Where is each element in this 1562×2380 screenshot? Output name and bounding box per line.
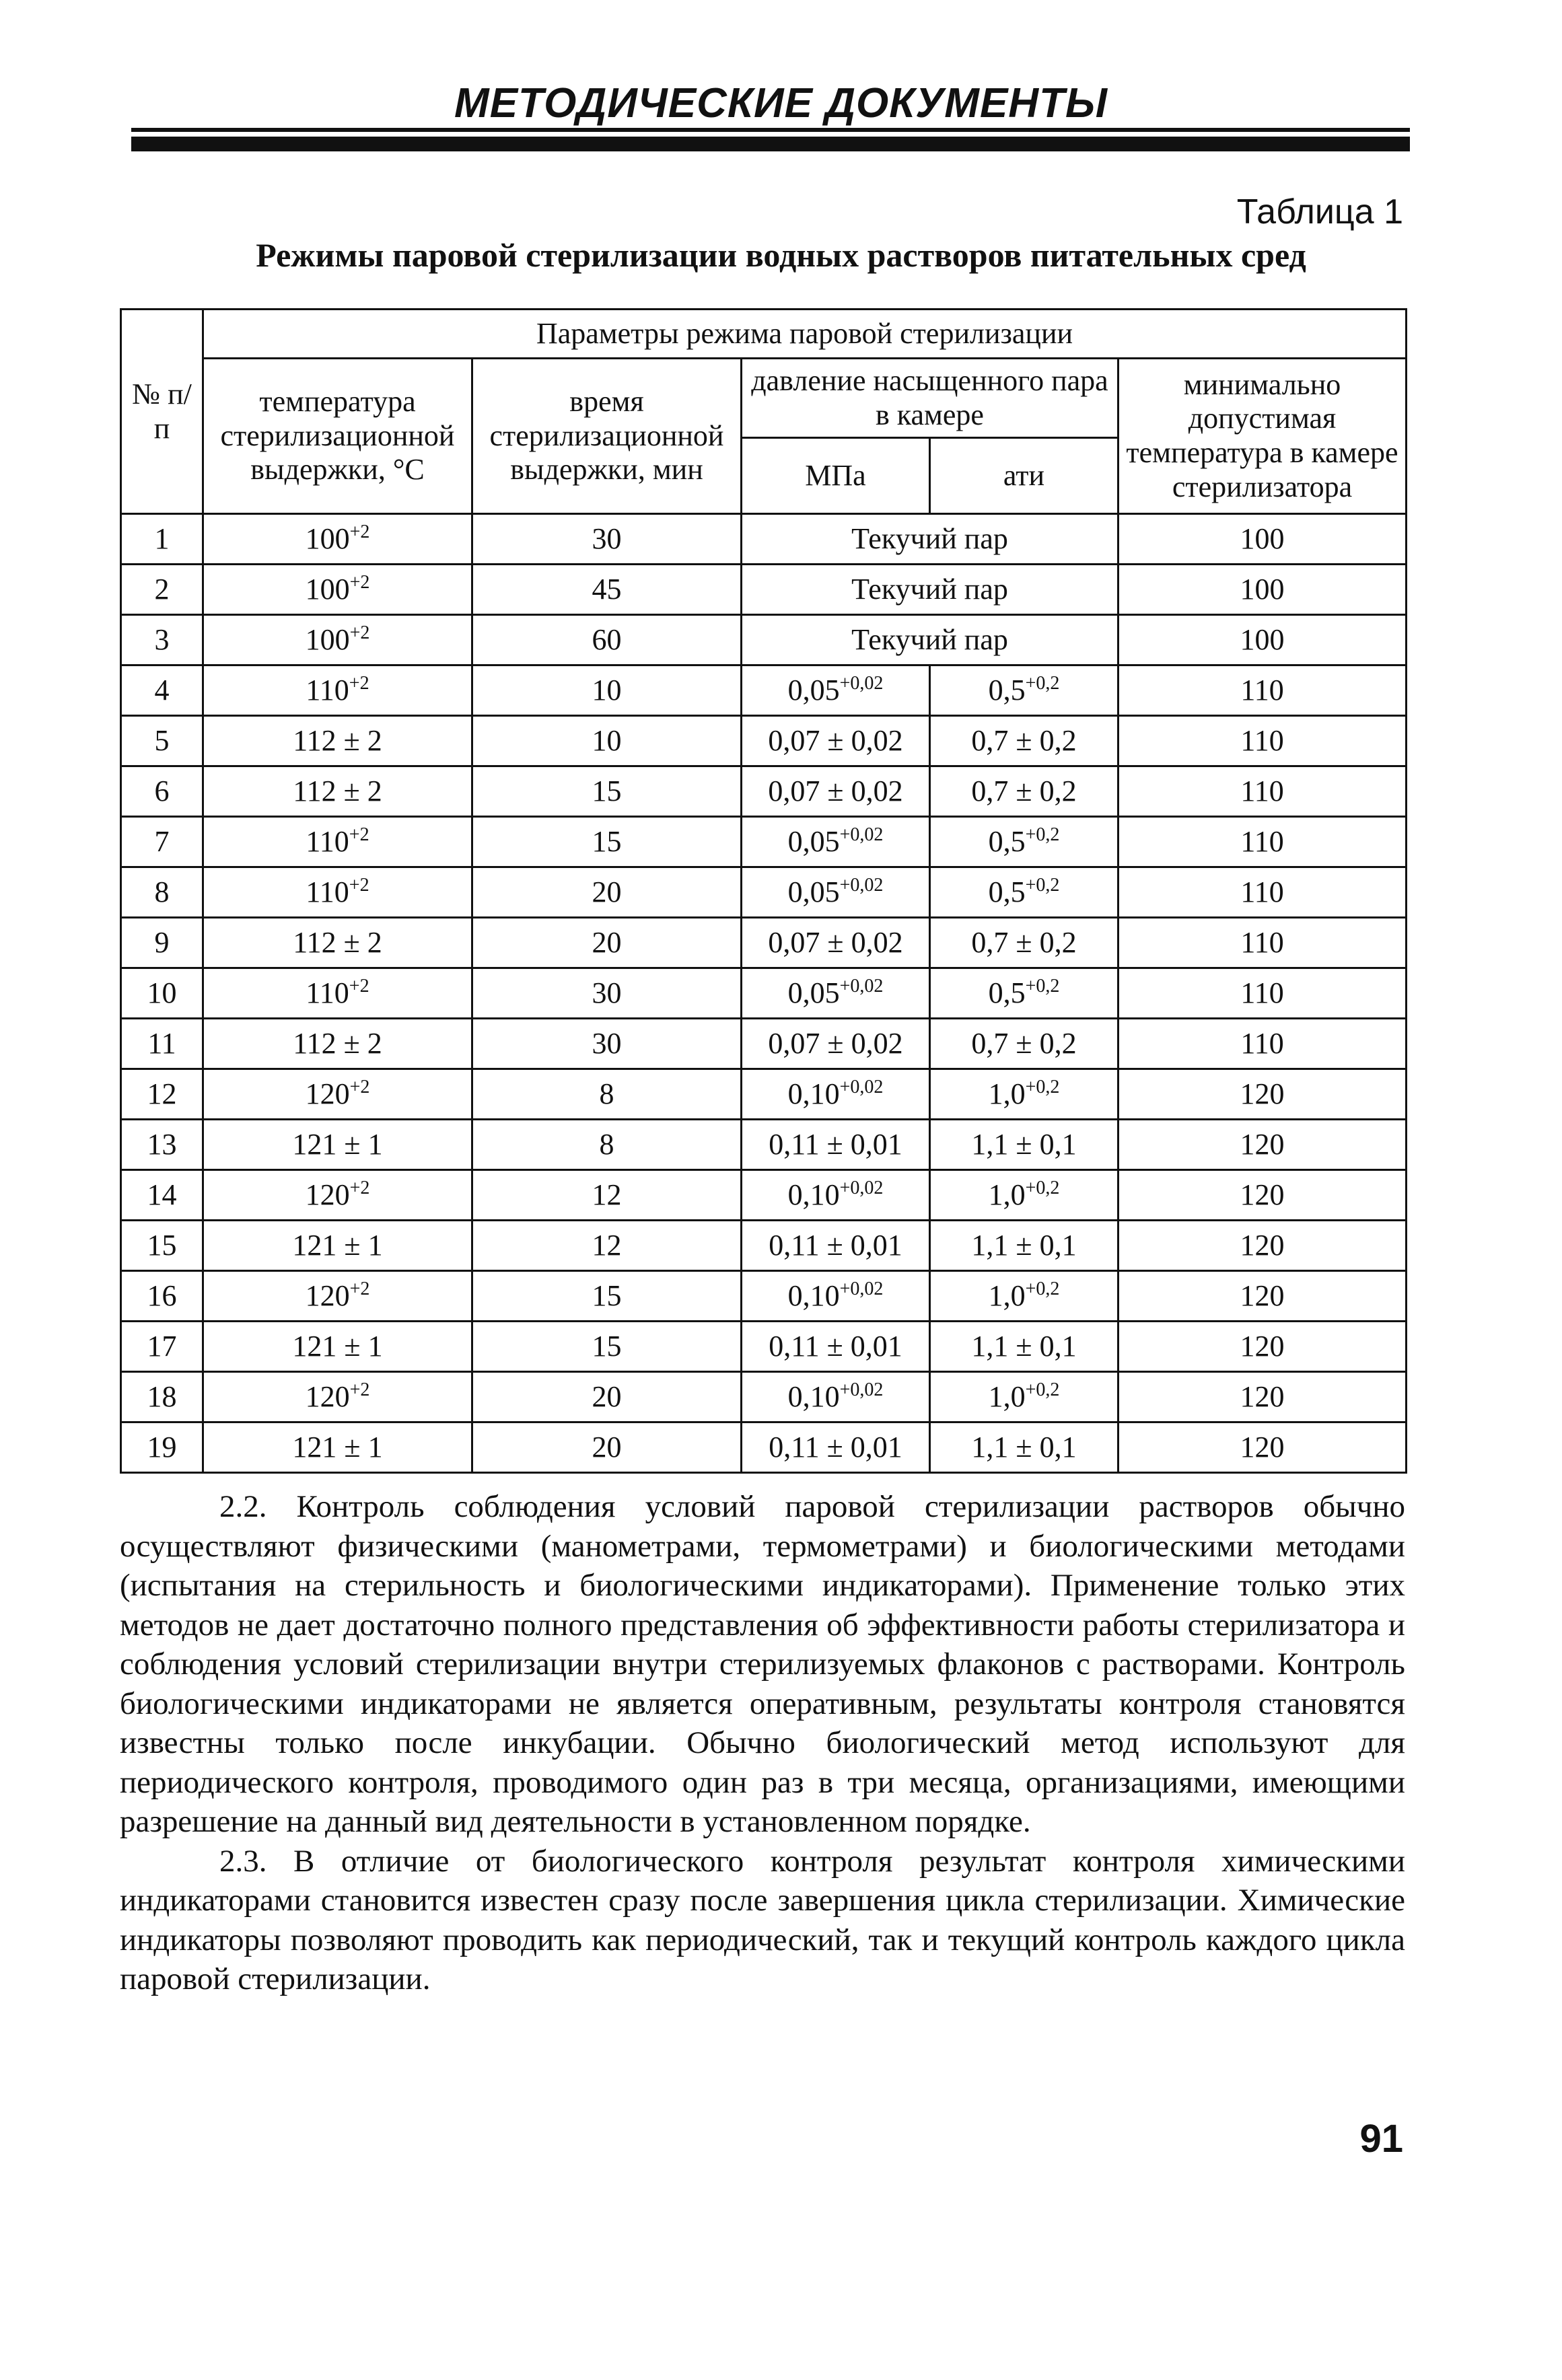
cell-num: [121, 1271, 203, 1322]
cell-temperature: [203, 1170, 472, 1221]
cell-time-value: 30: [592, 976, 622, 1009]
cell-time: [472, 1170, 742, 1221]
cell-temperature-value: 110: [306, 976, 349, 1009]
cell-ati: [930, 1221, 1119, 1271]
cell-ati-value: 1,0: [988, 1278, 1026, 1312]
cell-temperature-value: 120: [305, 1379, 350, 1413]
cell-temperature-value: 121 ± 1: [292, 1329, 383, 1363]
cell-time: [472, 867, 742, 918]
table-row: [121, 1069, 1407, 1120]
cell-temperature-value: 112 ± 2: [293, 925, 382, 959]
cell-mpa-value: 0,10: [787, 1178, 840, 1211]
cell-mpa: [742, 1120, 930, 1170]
cell-min-temp-value: 110: [1240, 723, 1284, 757]
cell-min-temp: [1119, 1271, 1407, 1322]
cell-time-value: 20: [592, 1379, 622, 1413]
cell-temperature-tolerance: +2: [349, 672, 369, 694]
cell-num-value: 3: [154, 622, 170, 656]
cell-mpa-tolerance: +0,02: [839, 874, 884, 896]
cell-min-temp: [1119, 716, 1407, 766]
cell-mpa: [742, 716, 930, 766]
cell-ati-value: 0,5: [988, 673, 1026, 707]
cell-min-temp: [1119, 1170, 1407, 1221]
cell-min-temp-value: 120: [1240, 1329, 1285, 1363]
cell-ati: [930, 766, 1119, 817]
cell-min-temp-value: 110: [1240, 976, 1284, 1009]
cell-temperature-tolerance: +2: [349, 521, 370, 542]
cell-temperature-tolerance: +2: [349, 975, 369, 997]
paragraph-2-2: 2.2. Контроль соблюдения условий паровой стерилизации растворов обычно осуществляют физическими (манометрами, термометрами) и биологическими методами (испытания на стерильность и биологическими индикаторами). Применение только этих методов не дает достаточно полного представления об эффективности работы стерилизатора и соблюдения условий стерилизации внутри стерилизуемых флаконов с растворами. Контроль биологическими индикаторами не является оперативным, результаты контроля становятся известны только после инкубации. Обычно биологический метод используют для периодического контроля, проводимого один раз в три месяца, организациями, имеющими разрешение на данный вид деятельности в установленном порядке.: [120, 1489, 1405, 1839]
cell-min-temp: [1119, 665, 1407, 716]
cell-ati-tolerance: +0,2: [1025, 874, 1060, 896]
cell-temperature-tolerance: +2: [349, 1076, 370, 1097]
cell-time-value: 30: [592, 521, 622, 555]
cell-time: [472, 1322, 742, 1372]
table-row: [121, 1271, 1407, 1322]
cell-min-temp-value: 120: [1240, 1228, 1285, 1262]
cell-temperature-tolerance: +2: [349, 824, 369, 845]
cell-min-temp-value: 110: [1240, 774, 1284, 807]
cell-time-value: 20: [592, 1430, 622, 1464]
cell-num-value: 6: [154, 774, 170, 807]
cell-min-temp: [1119, 1372, 1407, 1422]
cell-ati-value: 0,7 ± 0,2: [971, 774, 1077, 807]
cell-time-value: 20: [592, 925, 622, 959]
cell-ati-value: 1,1 ± 0,1: [971, 1329, 1077, 1363]
cell-num: [121, 1422, 203, 1473]
cell-time-value: 15: [592, 774, 622, 807]
cell-time: [472, 1120, 742, 1170]
cell-min-temp-value: 110: [1240, 1026, 1284, 1060]
cell-min-temp-value: 100: [1240, 622, 1285, 656]
cell-min-temp: [1119, 565, 1407, 615]
cell-num-value: 9: [154, 925, 170, 959]
cell-mpa-value: 0,05: [787, 824, 840, 858]
cell-mpa-value: 0,11 ± 0,01: [769, 1127, 902, 1161]
cell-num: [121, 918, 203, 968]
cell-temperature-value: 110: [306, 875, 349, 908]
cell-min-temp: [1119, 1019, 1407, 1069]
body-text: [120, 1487, 1405, 1999]
cell-num-value: 18: [147, 1379, 177, 1413]
cell-min-temp: [1119, 1120, 1407, 1170]
cell-time: [472, 514, 742, 565]
cell-mpa-tolerance: +0,02: [839, 1177, 884, 1198]
cell-num-value: 11: [147, 1026, 176, 1060]
table-row: [121, 766, 1407, 817]
cell-steam-value: Текучий пар: [851, 622, 1008, 656]
cell-time-value: 45: [592, 572, 622, 606]
cell-mpa: [742, 766, 930, 817]
cell-temperature: [203, 1372, 472, 1422]
cell-time-value: 60: [592, 622, 622, 656]
cell-mpa-tolerance: +0,02: [839, 1076, 884, 1097]
cell-num: [121, 867, 203, 918]
table-row: [121, 615, 1407, 665]
cell-num: [121, 1170, 203, 1221]
cell-num: [121, 565, 203, 615]
cell-temperature-tolerance: +2: [349, 622, 370, 643]
cell-temperature: [203, 1322, 472, 1372]
cell-ati: [930, 1019, 1119, 1069]
cell-mpa-value: 0,10: [787, 1379, 840, 1413]
cell-time: [472, 968, 742, 1019]
cell-ati-value: 1,0: [988, 1077, 1026, 1110]
header-pressure: давление насыщенного пара в камере: [742, 359, 1119, 438]
cell-ati-tolerance: +0,2: [1025, 672, 1060, 694]
cell-min-temp-value: 120: [1240, 1379, 1285, 1413]
cell-mpa: [742, 1170, 930, 1221]
cell-temperature-value: 120: [305, 1278, 350, 1312]
cell-mpa-value: 0,07 ± 0,02: [768, 925, 903, 959]
cell-mpa-tolerance: +0,02: [839, 1278, 884, 1299]
cell-temperature-tolerance: +2: [349, 874, 369, 896]
cell-mpa: [742, 867, 930, 918]
cell-ati-value: 0,7 ± 0,2: [971, 1026, 1077, 1060]
header-num: № п/п: [121, 310, 203, 514]
cell-temperature-value: 120: [305, 1077, 350, 1110]
cell-mpa: [742, 1271, 930, 1322]
header-rule-thick: [131, 137, 1410, 151]
table-row: [121, 1170, 1407, 1221]
paragraph-2-3: 2.3. В отличие от биологического контроля результат контроля химическими индикаторами становится известен сразу после завершения цикла стерилизации. Химические индикаторы позволяют проводить как периодический, так и текущий контроль каждого цикла паровой стерилизации.: [120, 1843, 1405, 1996]
cell-steam: [742, 615, 1119, 665]
cell-mpa: [742, 1019, 930, 1069]
cell-ati-value: 1,1 ± 0,1: [971, 1127, 1077, 1161]
cell-num-value: 17: [147, 1329, 177, 1363]
header-min-temp: минимально допустимая температура в камере стерилизатора: [1119, 359, 1407, 514]
cell-min-temp: [1119, 1221, 1407, 1271]
cell-min-temp-value: 120: [1240, 1127, 1285, 1161]
cell-min-temp: [1119, 1322, 1407, 1372]
cell-ati-value: 0,5: [988, 824, 1026, 858]
cell-num: [121, 716, 203, 766]
cell-time: [472, 1069, 742, 1120]
cell-ati-value: 0,7 ± 0,2: [971, 925, 1077, 959]
cell-temperature: [203, 817, 472, 867]
cell-mpa-value: 0,05: [787, 875, 840, 908]
cell-ati: [930, 716, 1119, 766]
cell-temperature-value: 121 ± 1: [292, 1228, 383, 1262]
cell-time: [472, 817, 742, 867]
cell-time: [472, 665, 742, 716]
cell-min-temp-value: 120: [1240, 1430, 1285, 1464]
cell-temperature: [203, 716, 472, 766]
cell-min-temp: [1119, 817, 1407, 867]
header-group: Параметры режима паровой стерилизации: [203, 310, 1407, 359]
cell-ati-value: 0,7 ± 0,2: [971, 723, 1077, 757]
cell-time: [472, 1019, 742, 1069]
cell-ati: [930, 918, 1119, 968]
cell-temperature: [203, 514, 472, 565]
cell-time-value: 15: [592, 824, 622, 858]
cell-num: [121, 1069, 203, 1120]
cell-mpa-value: 0,10: [787, 1077, 840, 1110]
cell-num: [121, 1372, 203, 1422]
cell-temperature: [203, 968, 472, 1019]
cell-ati: [930, 1322, 1119, 1372]
cell-num: [121, 968, 203, 1019]
cell-num-value: 14: [147, 1178, 177, 1211]
cell-temperature: [203, 766, 472, 817]
cell-mpa-value: 0,07 ± 0,02: [768, 774, 903, 807]
cell-ati-tolerance: +0,2: [1025, 1379, 1060, 1400]
cell-mpa-value: 0,05: [787, 673, 840, 707]
cell-temperature-value: 110: [306, 673, 349, 707]
cell-ati: [930, 1422, 1119, 1473]
cell-mpa: [742, 817, 930, 867]
cell-ati: [930, 1372, 1119, 1422]
header-ati: ати: [930, 438, 1119, 514]
cell-min-temp-value: 120: [1240, 1278, 1285, 1312]
cell-time-value: 10: [592, 723, 622, 757]
cell-temperature: [203, 1069, 472, 1120]
cell-ati-tolerance: +0,2: [1025, 1076, 1060, 1097]
cell-ati-value: 1,1 ± 0,1: [971, 1228, 1077, 1262]
cell-time-value: 20: [592, 875, 622, 908]
cell-mpa-tolerance: +0,02: [839, 672, 884, 694]
cell-time: [472, 716, 742, 766]
cell-mpa-value: 0,11 ± 0,01: [769, 1329, 902, 1363]
cell-num: [121, 1221, 203, 1271]
cell-time: [472, 1422, 742, 1473]
cell-num: [121, 665, 203, 716]
cell-mpa: [742, 1069, 930, 1120]
cell-temperature-tolerance: +2: [349, 571, 370, 593]
cell-time-value: 12: [592, 1178, 622, 1211]
table-row: [121, 968, 1407, 1019]
cell-ati: [930, 1069, 1119, 1120]
cell-min-temp: [1119, 968, 1407, 1019]
cell-temperature-value: 100: [305, 622, 350, 656]
cell-num: [121, 615, 203, 665]
cell-ati-value: 1,1 ± 0,1: [971, 1430, 1077, 1464]
cell-steam: [742, 565, 1119, 615]
cell-num-value: 7: [154, 824, 170, 858]
cell-ati: [930, 1170, 1119, 1221]
cell-num-value: 15: [147, 1228, 177, 1262]
cell-num-value: 4: [154, 673, 170, 707]
cell-temperature-value: 112 ± 2: [293, 774, 382, 807]
cell-mpa-value: 0,11 ± 0,01: [769, 1228, 902, 1262]
cell-ati-value: 1,0: [988, 1178, 1026, 1211]
cell-num-value: 5: [154, 723, 170, 757]
table-row: [121, 565, 1407, 615]
cell-time: [472, 1271, 742, 1322]
cell-mpa: [742, 1372, 930, 1422]
cell-temperature-value: 112 ± 2: [293, 1026, 382, 1060]
cell-ati-value: 1,0: [988, 1379, 1026, 1413]
cell-steam: [742, 514, 1119, 565]
table-row: [121, 665, 1407, 716]
cell-min-temp-value: 110: [1240, 824, 1284, 858]
table-row: [121, 867, 1407, 918]
cell-temperature-value: 100: [305, 572, 350, 606]
cell-temperature: [203, 1120, 472, 1170]
cell-min-temp-value: 110: [1240, 673, 1284, 707]
cell-ati: [930, 665, 1119, 716]
header-mpa: МПа: [742, 438, 930, 514]
table-row: [121, 716, 1407, 766]
cell-num: [121, 1120, 203, 1170]
cell-steam-value: Текучий пар: [851, 521, 1008, 555]
header-rule-thin: [131, 128, 1410, 132]
table-row: [121, 514, 1407, 565]
cell-num-value: 12: [147, 1077, 177, 1110]
cell-temperature-value: 121 ± 1: [292, 1127, 383, 1161]
cell-time: [472, 615, 742, 665]
cell-ati: [930, 817, 1119, 867]
cell-min-temp-value: 100: [1240, 521, 1285, 555]
table-row: [121, 1019, 1407, 1069]
cell-min-temp: [1119, 766, 1407, 817]
cell-num: [121, 766, 203, 817]
cell-time: [472, 766, 742, 817]
cell-num: [121, 1322, 203, 1372]
table-row: [121, 817, 1407, 867]
page-number: 91: [1359, 2117, 1403, 2161]
cell-num-value: 10: [147, 976, 177, 1009]
cell-min-temp: [1119, 918, 1407, 968]
cell-num-value: 1: [154, 521, 170, 555]
cell-ati-tolerance: +0,2: [1025, 975, 1060, 997]
cell-mpa: [742, 1422, 930, 1473]
cell-temperature-value: 110: [306, 824, 349, 858]
cell-mpa-value: 0,10: [787, 1278, 840, 1312]
cell-temperature: [203, 615, 472, 665]
table-row: [121, 1221, 1407, 1271]
cell-temperature: [203, 1019, 472, 1069]
table-row: [121, 1120, 1407, 1170]
cell-mpa: [742, 1221, 930, 1271]
cell-ati: [930, 1271, 1119, 1322]
cell-time-value: 15: [592, 1329, 622, 1363]
cell-ati: [930, 1120, 1119, 1170]
cell-time-value: 15: [592, 1278, 622, 1312]
cell-time: [472, 1372, 742, 1422]
cell-time-value: 30: [592, 1026, 622, 1060]
cell-ati-tolerance: +0,2: [1025, 824, 1060, 845]
cell-min-temp: [1119, 514, 1407, 565]
cell-temperature-value: 121 ± 1: [292, 1430, 383, 1464]
cell-time-value: 8: [599, 1127, 614, 1161]
cell-ati-value: 0,5: [988, 875, 1026, 908]
cell-min-temp-value: 100: [1240, 572, 1285, 606]
cell-time: [472, 1221, 742, 1271]
cell-mpa-tolerance: +0,02: [839, 975, 884, 997]
cell-temperature-tolerance: +2: [349, 1278, 370, 1299]
cell-time: [472, 565, 742, 615]
cell-num-value: 2: [154, 572, 170, 606]
cell-num-value: 19: [147, 1430, 177, 1464]
cell-ati: [930, 968, 1119, 1019]
table-title: Режимы паровой стерилизации водных растворов питательных сред: [256, 236, 1306, 274]
cell-temperature: [203, 1221, 472, 1271]
table-row: [121, 1372, 1407, 1422]
table-row: [121, 918, 1407, 968]
cell-num: [121, 514, 203, 565]
table-number: Таблица 1: [1236, 192, 1403, 231]
cell-temperature-value: 120: [305, 1178, 350, 1211]
running-head: МЕТОДИЧЕСКИЕ ДОКУМЕНТЫ: [454, 80, 1108, 127]
cell-temperature-value: 112 ± 2: [293, 723, 382, 757]
cell-temperature: [203, 918, 472, 968]
cell-temperature: [203, 565, 472, 615]
table-row: [121, 1422, 1407, 1473]
sterilization-table: [120, 308, 1407, 1474]
cell-temperature: [203, 867, 472, 918]
cell-temperature-tolerance: +2: [349, 1379, 370, 1400]
cell-mpa-tolerance: +0,02: [839, 824, 884, 845]
cell-min-temp-value: 110: [1240, 925, 1284, 959]
cell-num-value: 13: [147, 1127, 177, 1161]
cell-mpa-value: 0,11 ± 0,01: [769, 1430, 902, 1464]
cell-min-temp-value: 120: [1240, 1077, 1285, 1110]
cell-num: [121, 1019, 203, 1069]
cell-ati-value: 0,5: [988, 976, 1026, 1009]
cell-min-temp-value: 120: [1240, 1178, 1285, 1211]
cell-mpa-tolerance: +0,02: [839, 1379, 884, 1400]
header-time: время стерилизационной выдержки, мин: [472, 359, 742, 514]
cell-time: [472, 918, 742, 968]
cell-time-value: 8: [599, 1077, 614, 1110]
cell-num: [121, 817, 203, 867]
cell-mpa-value: 0,07 ± 0,02: [768, 723, 903, 757]
cell-min-temp: [1119, 867, 1407, 918]
cell-mpa: [742, 918, 930, 968]
cell-num-value: 8: [154, 875, 170, 908]
cell-temperature: [203, 1271, 472, 1322]
cell-temperature: [203, 1422, 472, 1473]
cell-min-temp: [1119, 615, 1407, 665]
cell-temperature: [203, 665, 472, 716]
cell-mpa: [742, 665, 930, 716]
cell-ati-tolerance: +0,2: [1025, 1278, 1060, 1299]
cell-mpa-value: 0,05: [787, 976, 840, 1009]
cell-mpa-value: 0,07 ± 0,02: [768, 1026, 903, 1060]
cell-min-temp-value: 110: [1240, 875, 1284, 908]
cell-mpa: [742, 968, 930, 1019]
cell-num-value: 16: [147, 1278, 177, 1312]
cell-ati: [930, 867, 1119, 918]
cell-temperature-value: 100: [305, 521, 350, 555]
table-row: [121, 1322, 1407, 1372]
cell-ati-tolerance: +0,2: [1025, 1177, 1060, 1198]
cell-time-value: 12: [592, 1228, 622, 1262]
cell-min-temp: [1119, 1069, 1407, 1120]
cell-steam-value: Текучий пар: [851, 572, 1008, 606]
cell-mpa: [742, 1322, 930, 1372]
cell-min-temp: [1119, 1422, 1407, 1473]
cell-time-value: 10: [592, 673, 622, 707]
header-temperature: температура стерилизационной выдержки, °С: [203, 359, 472, 514]
cell-temperature-tolerance: +2: [349, 1177, 370, 1198]
